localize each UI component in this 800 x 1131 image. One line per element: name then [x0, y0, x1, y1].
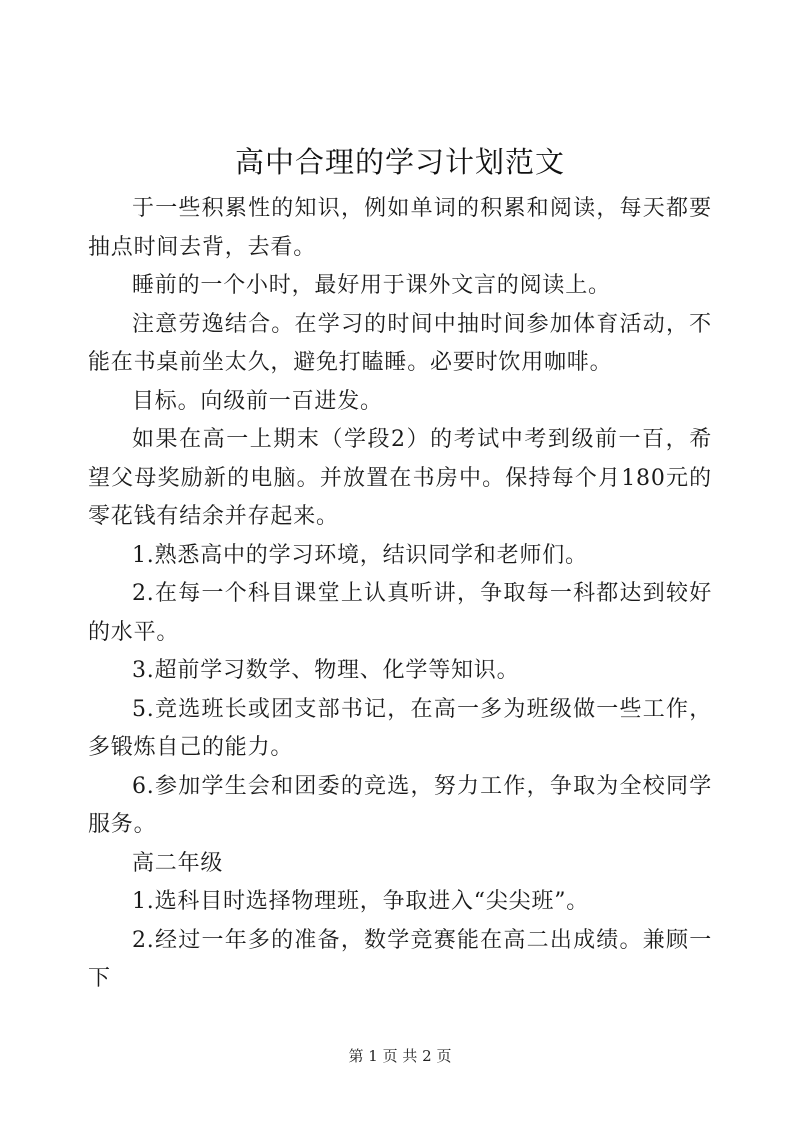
section-heading: 高二年级	[132, 850, 224, 876]
paragraph: 目标。向级前一百进发。	[132, 388, 383, 414]
paragraph: 睡前的一个小时，最好用于课外文言的阅读上。	[132, 273, 611, 298]
list-item: 3.超前学习数学、物理、化学等知识。	[132, 658, 520, 683]
list-item: 6.参加学生会和团委的竞选，努力工作，争取为全校同学服务。	[88, 773, 712, 837]
paragraph: 如果在高一上期末（学段2）的考试中考到级前一百，希望父母奖励新的电脑。并放置在书房中。保持每个月180元的零花钱有结余并存起来。	[88, 427, 712, 529]
list-item: 2.在每一个科目课堂上认真听讲，争取每一科都达到较好的水平。	[88, 581, 712, 645]
list-item: 5.竞选班长或团支部书记，在高一多为班级做一些工作，多锻炼自己的能力。	[88, 696, 712, 760]
list-item: 1.选科目时选择物理班，争取进入“尖尖班”。	[132, 889, 590, 914]
list-item: 1.熟悉高中的学习环境，结识同学和老师们。	[132, 542, 588, 568]
paragraph: 注意劳逸结合。在学习的时间中抽时间参加体育活动，不能在书桌前坐太久，避免打瞌睡。必要时饮用咖啡。	[88, 311, 712, 375]
list-item: 2.经过一年多的准备，数学竞赛能在高二出成绩。兼顾一下	[88, 927, 712, 991]
document-body	[88, 190, 712, 999]
paragraph: 于一些积累性的知识，例如单词的积累和阅读，每天都要抽点时间去背，去看。	[88, 196, 712, 260]
page-footer: 第 1 页 共 2 页	[348, 1047, 452, 1065]
page-title: 高中合理的学习计划范文	[234, 145, 565, 179]
